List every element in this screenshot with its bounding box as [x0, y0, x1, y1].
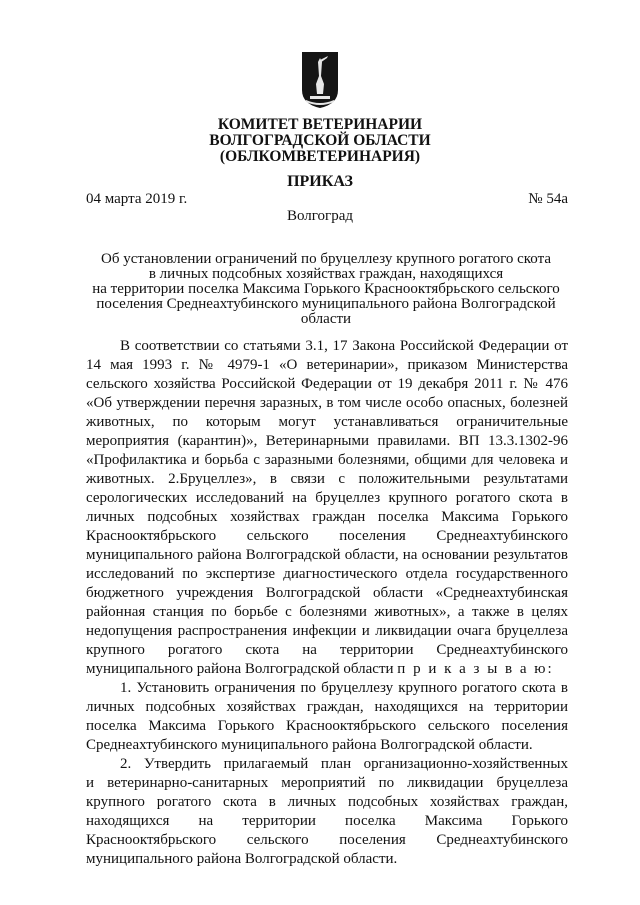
body-line: животных, по которым могут устанавливаться ограничительные: [86, 414, 568, 430]
body-line: В соответствии со статьями 3.1, 17 Закона Российской Федерации от: [120, 338, 568, 354]
body-line: 14 мая 1993 г. № 4979-1 «О ветеринарии», приказом Министерства: [86, 357, 568, 373]
body-line-text: муниципального района Волгоградской области: [86, 661, 394, 677]
body-line: и ветеринарно-санитарных мероприятий по ликвидации бруцеллеза: [86, 775, 568, 791]
body-line: муниципального района Волгоградской области.: [86, 851, 398, 867]
title-line: поселения Среднеахтубинского муниципального района Волгоградской: [96, 296, 556, 312]
body-line: исследований по экспертизе диагностического отдела государственного: [86, 566, 568, 582]
body-line: 1. Установить ограничения по бруцеллезу крупного рогатого скота в: [120, 680, 568, 696]
body-line: личных подсобных хозяйствах граждан поселка Максима Горького: [86, 509, 568, 525]
body-line: личных подсобных хозяйствах граждан, находящихся на территории: [86, 699, 568, 715]
body-line: поселка Максима Горького Краснооктябрьского сельского поселения: [86, 718, 568, 734]
title-line: на территории поселка Максима Горького Краснооктябрьского сельского: [92, 281, 560, 297]
body-line: муниципального района Волгоградской области, на основании результатов: [86, 547, 568, 563]
body-line: животных. 2.Бруцеллез», в связи с положительными результатами: [86, 471, 568, 487]
title-line: Об установлении ограничений по бруцеллезу крупного рогатого скота: [101, 251, 551, 267]
body-line: находящихся на территории поселка Максима Горького: [86, 813, 568, 829]
body-line: Краснооктябрьского сельского поселения Среднеахтубинского: [86, 832, 568, 848]
org-name-line-1: КОМИТЕТ ВЕТЕРИНАРИИ: [217, 116, 423, 133]
document-city: Волгоград: [286, 208, 353, 224]
body-line: Среднеахтубинского муниципального района Волгоградской области.: [86, 737, 533, 753]
body-line: 2. Утвердить прилагаемый план организационно-хозяйственных: [120, 756, 568, 772]
title-line: области: [300, 311, 352, 327]
body-line: сельского хозяйства Российской Федерации от 19 декабря 2011 г. № 476: [86, 376, 568, 392]
document-number: № 54а: [528, 191, 568, 207]
paragraph-item-2: [86, 755, 568, 869]
body-line: бюджетного учреждения Волгоградской области «Среднеахтубинская: [86, 585, 568, 601]
body-line: «Об утверждении перечня заразных, в том числе особо опасных, болезней: [86, 395, 568, 411]
title-line: в личных подсобных хозяйствах граждан, находящихся: [148, 266, 504, 282]
body-line: «Профилактика и борьба с заразными болезнями, общими для человека и: [86, 452, 568, 468]
body-line: [86, 660, 568, 679]
org-name-line-2: ВОЛГОГРАДСКОЙ ОБЛАСТИ: [209, 132, 431, 149]
body-line: крупного рогатого скота в личных подсобных хозяйствах граждан,: [86, 794, 568, 810]
body-line: недопущения распространения инфекции и ликвидации очага бруцеллеза: [86, 623, 568, 639]
document-body: [86, 337, 568, 869]
coat-of-arms-emblem: [300, 50, 340, 110]
body-line: серологических исследований на бруцеллез крупного рогатого скота в: [86, 490, 568, 506]
document-date: 04 марта 2019 г.: [86, 191, 188, 207]
document-title: [86, 252, 566, 327]
org-name-line-3: (ОБЛКОМВЕТЕРИНАРИЯ): [219, 148, 421, 165]
body-line: Краснооктябрьского сельского поселения Среднеахтубинского: [86, 528, 568, 544]
body-line: районная станция по борьбе с болезнями животных», а также в целях: [86, 604, 568, 620]
document-type: ПРИКАЗ: [287, 173, 353, 190]
ordering-word: п р и к а з ы в а ю:: [397, 661, 554, 677]
body-line: мероприятия (карантин)», Ветеринарными правилами. ВП 13.3.1302-96: [86, 433, 568, 449]
paragraph-preamble: [86, 337, 568, 679]
body-line: крупного рогатого скота на территории Среднеахтубинского: [86, 642, 568, 658]
paragraph-item-1: [86, 679, 568, 755]
